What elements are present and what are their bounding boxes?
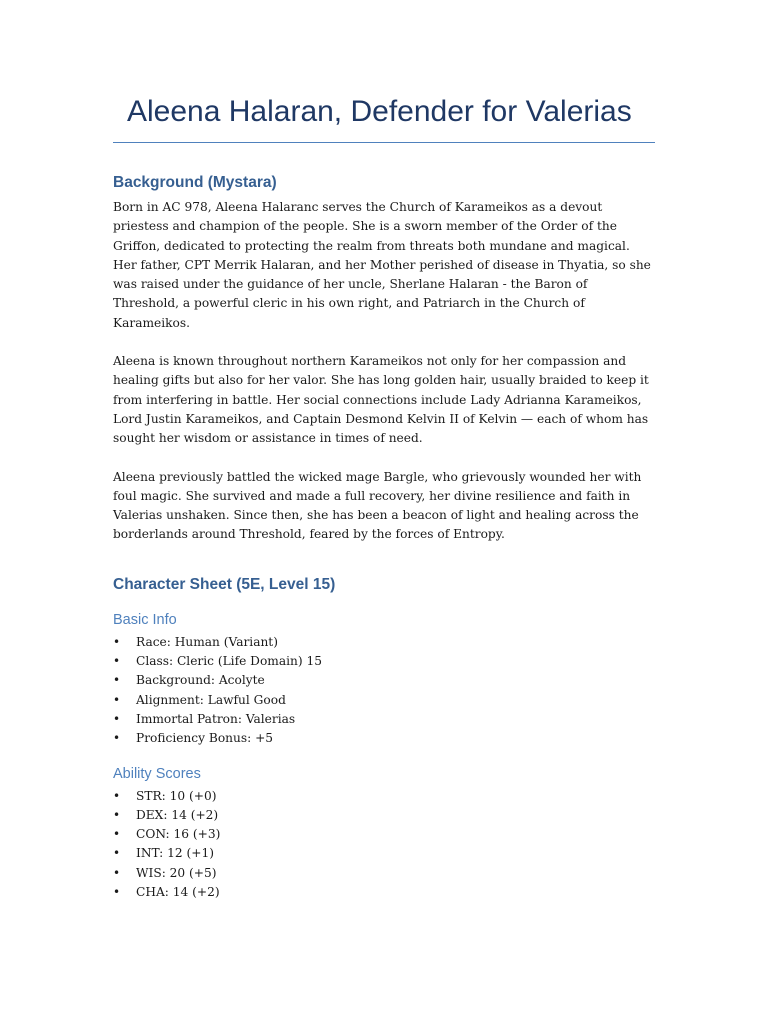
bullet-icon: • — [113, 673, 121, 688]
ability-scores-list — [113, 787, 655, 903]
bullet-icon: • — [113, 711, 121, 726]
basic-info-race: Race: Human (Variant) — [136, 634, 278, 649]
bullet-icon: • — [113, 885, 121, 900]
basic-info-list — [113, 633, 655, 749]
basic-info-heading: Basic Info — [113, 611, 177, 628]
bullet-icon: • — [113, 807, 121, 822]
bullet-icon: • — [113, 731, 121, 746]
list-item — [113, 671, 655, 690]
list-item — [113, 883, 655, 902]
bullet-icon: • — [113, 634, 121, 649]
list-item — [113, 864, 655, 883]
ability-dex: DEX: 14 (+2) — [136, 807, 219, 822]
ability-int: INT: 12 (+1) — [136, 846, 215, 861]
bullet-icon: • — [113, 692, 121, 707]
ability-str: STR: 10 (+0) — [136, 788, 217, 803]
character-sheet-heading: Character Sheet (5E, Level 15) — [113, 575, 336, 593]
basic-info-patron: Immortal Patron: Valerias — [136, 711, 296, 726]
list-item — [113, 710, 655, 729]
bullet-icon: • — [113, 654, 121, 669]
background-paragraph-2: Aleena is known throughout northern Karameikos not only for her compassion and healing gifts but also for her valor. She has long golden hair, usually braided to keep it from interfering in battle. Her social connections include Lady Adrianna Karameikos, Lord Justin Karameikos, and Captain Desmond Kelvin II of Kelvin — each of whom has sought her wisdom or assistance in times of need. — [113, 354, 649, 446]
bullet-icon: • — [113, 846, 121, 861]
bullet-icon: • — [113, 865, 121, 880]
document-title: Aleena Halaran, Defender for Valerias — [113, 92, 655, 143]
ability-con: CON: 16 (+3) — [136, 827, 221, 842]
background-heading: Background (Mystara) — [113, 174, 277, 191]
list-item — [113, 633, 655, 652]
list-item — [113, 652, 655, 671]
list-item — [113, 825, 655, 844]
list-item — [113, 787, 655, 806]
basic-info-class: Class: Cleric (Life Domain) 15 — [136, 654, 322, 669]
ability-cha: CHA: 14 (+2) — [136, 885, 220, 900]
basic-info-alignment: Alignment: Lawful Good — [136, 692, 286, 707]
list-item — [113, 806, 655, 825]
ability-scores-heading: Ability Scores — [113, 765, 201, 782]
background-paragraph-3: Aleena previously battled the wicked mage Bargle, who grievously wounded her with foul magic. She survived and made a full recovery, her divine resilience and faith in Valerias unshaken. Since then, she has been a beacon of light and healing across the borderlands around Threshold, feared by the forces of Entropy. — [113, 469, 642, 542]
list-item — [113, 691, 655, 710]
ability-wis: WIS: 20 (+5) — [136, 865, 217, 880]
list-item — [113, 729, 655, 748]
basic-info-proficiency: Proficiency Bonus: +5 — [136, 731, 274, 746]
basic-info-background: Background: Acolyte — [136, 673, 265, 688]
list-item — [113, 844, 655, 863]
bullet-icon: • — [113, 827, 121, 842]
bullet-icon: • — [113, 788, 121, 803]
background-paragraph-1: Born in AC 978, Aleena Halaranc serves the Church of Karameikos as a devout priestess and champion of the people. She is a sworn member of the Order of the Griffon, dedicated to protecting the realm from threats both mundane and magical. Her father, CPT Merrik Halaran, and her Mother perished of disease in Thyatia, so she was raised under the guidance of her uncle, Sherlane Halaran - the Baron of Threshold, a powerful cleric in his own right, and Patriarch in the Church of Karameikos. — [113, 200, 651, 330]
